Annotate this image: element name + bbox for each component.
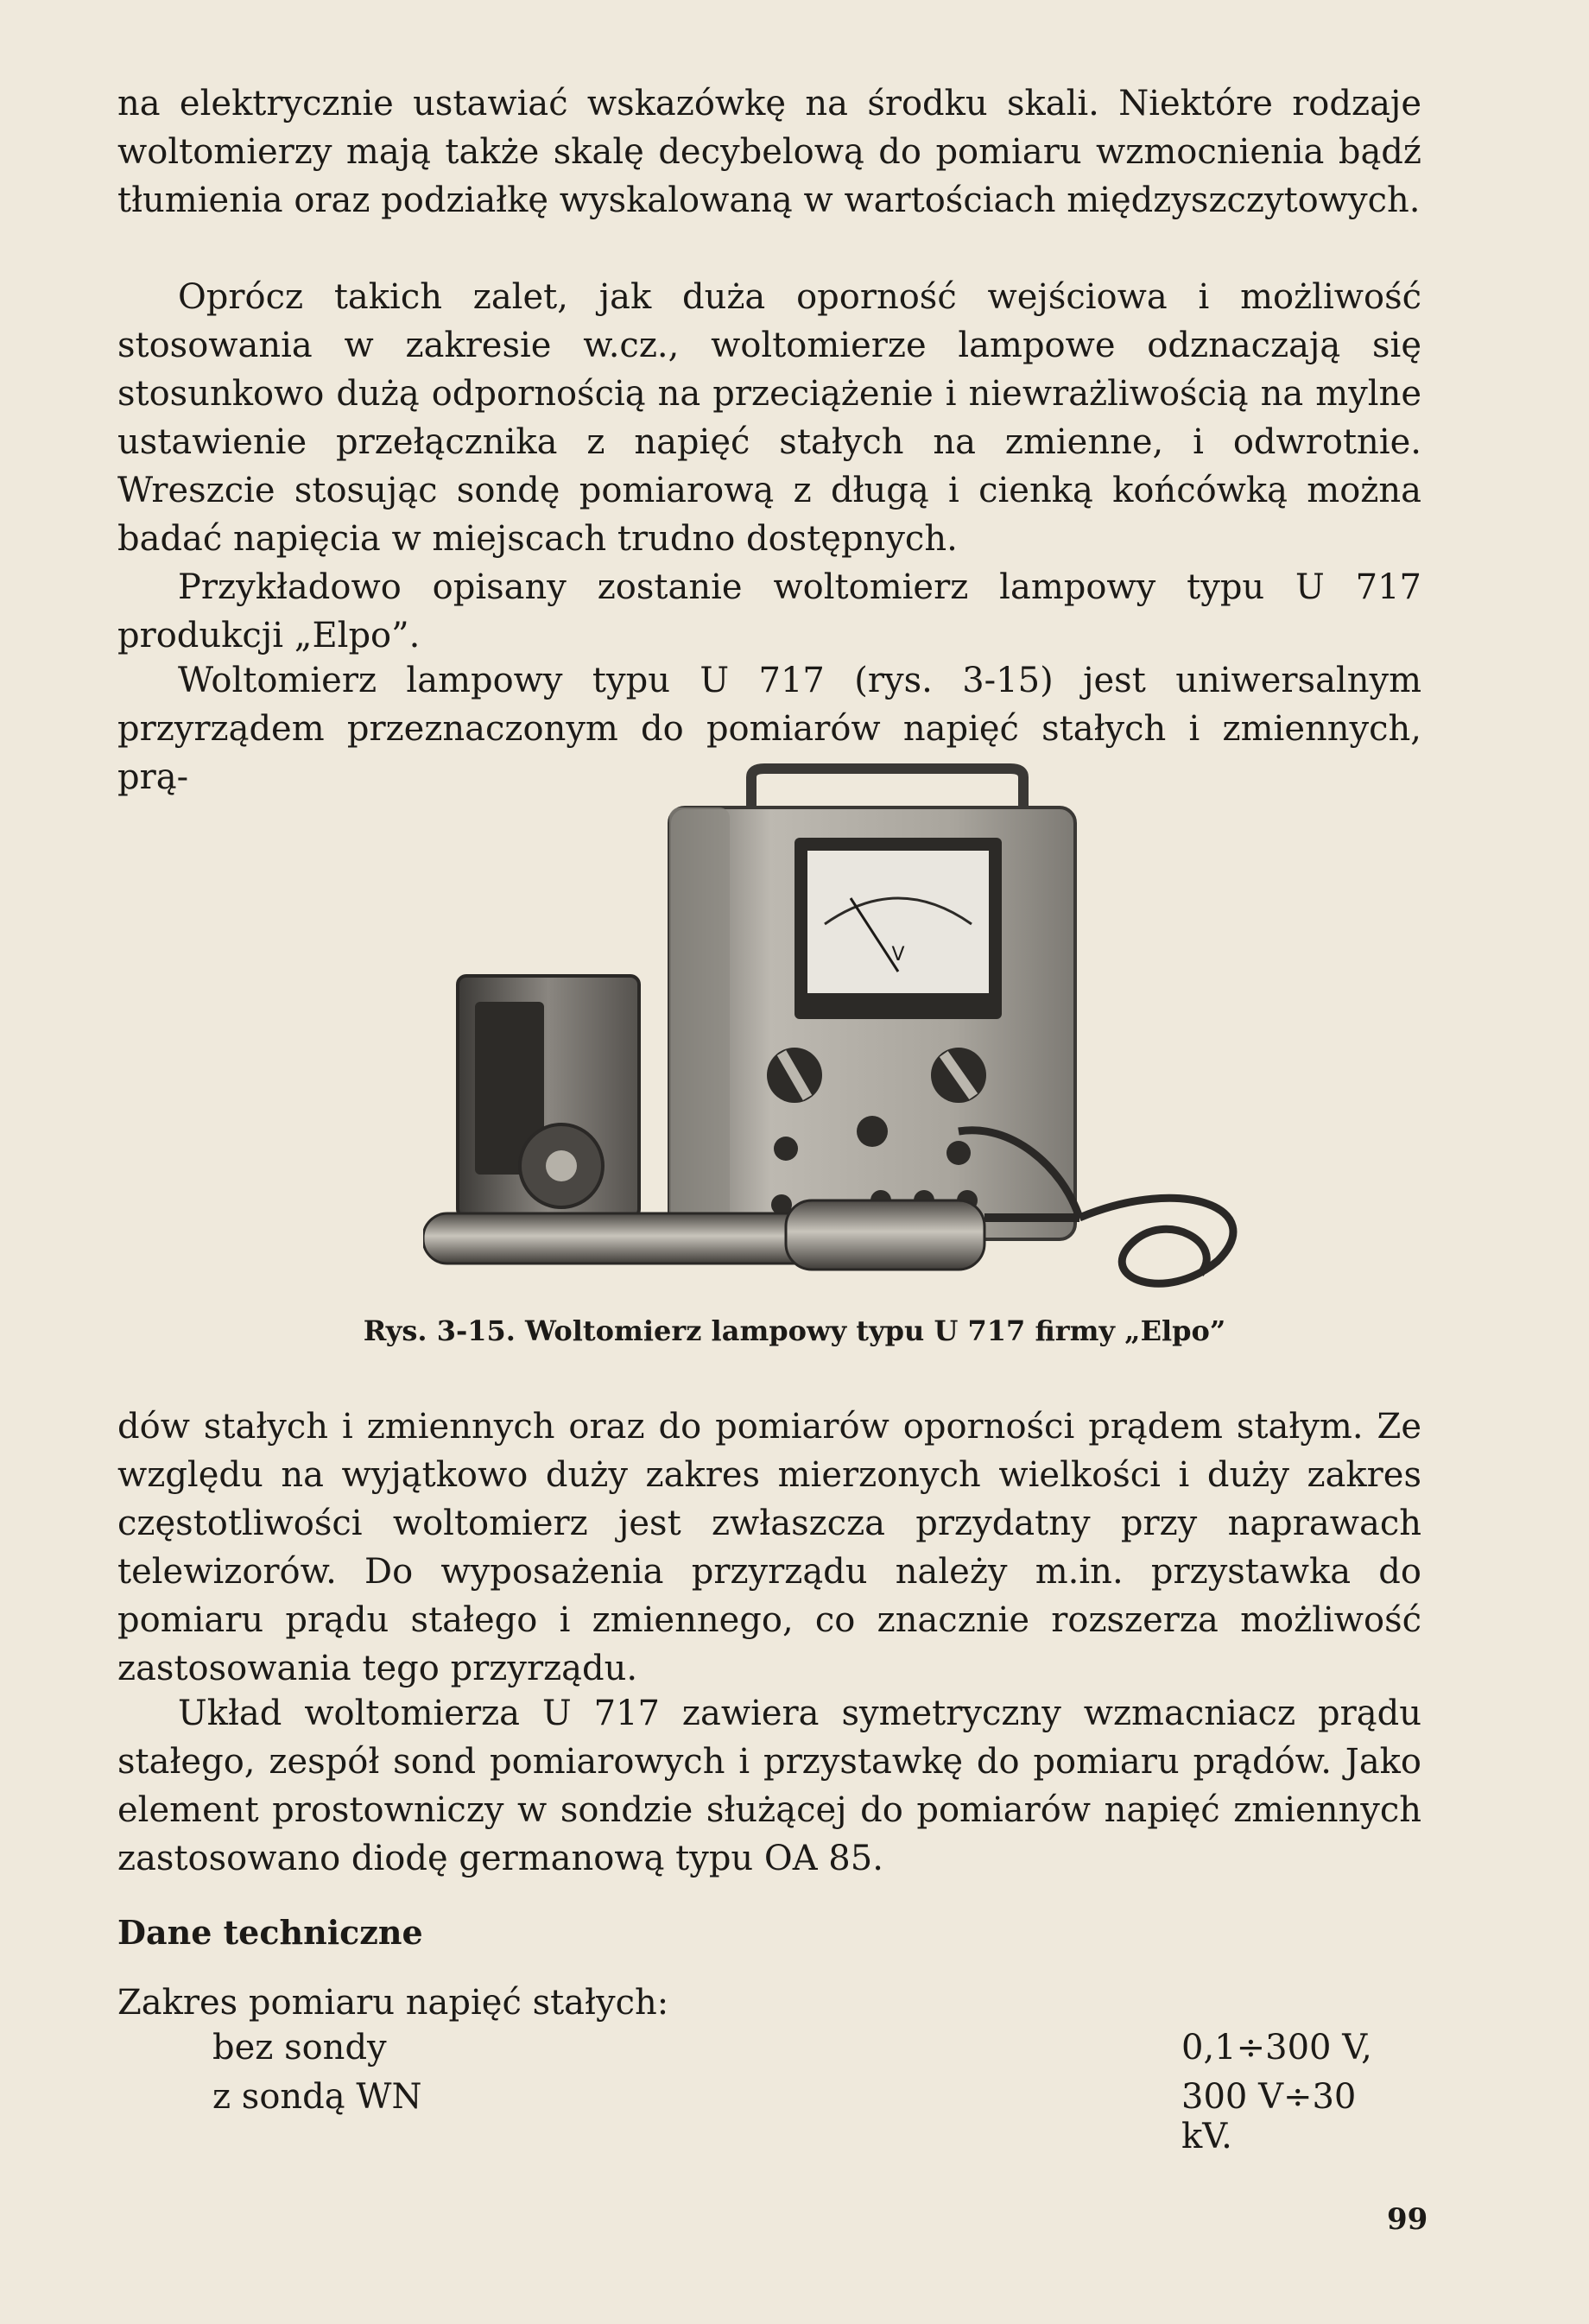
meter-face — [807, 851, 989, 993]
meter-unit-label: V — [891, 944, 905, 966]
figure-caption: Rys. 3-15. Woltomierz lampowy typu U 717 firmy „Elpo” — [363, 1314, 1226, 1347]
hv-probe — [786, 1200, 984, 1270]
socket — [857, 1116, 888, 1147]
spec-row — [117, 2077, 1404, 2156]
voltmeter-illustration — [423, 760, 1269, 1304]
paragraph-5: dów stałych i zmiennych oraz do pomiarów oporności prądem stałym. Ze względu na wyjątkowo duży zakres mierzonych wielkości i duży zakres częstotliwości woltomierz jest zwłaszcza przydatny przy naprawach telewizorów. Do wyposażenia przyrządu należy m.in. przystawka do pomiaru prądu stałego i zmiennego, co znacznie rozszerza możliwość zastosowania tego przyrządu. — [117, 1407, 1421, 1688]
paragraph-6: Układ woltomierza U 717 zawiera symetryczny wzmacniacz prądu stałego, zespół sond pomiarowych i przystawkę do pomiaru prądów. Jako element prostowniczy w sondzie służącej do pomiarów napięć zmiennych zastosowano diodę germanową typu OA 85. — [117, 1694, 1421, 1878]
socket — [946, 1141, 971, 1165]
spec-intro: Zakres pomiaru napięć stałych: — [117, 1983, 669, 2023]
figure-voltmeter-photo — [423, 760, 1269, 1304]
page-number: 99 — [1387, 2202, 1428, 2237]
spec-label: z sondą WN — [212, 2077, 422, 2117]
section-heading: Dane techniczne — [117, 1913, 423, 1952]
spec-value: 300 V÷30 kV. — [1181, 2077, 1357, 2156]
paragraph-2: Oprócz takich zalet, jak duża oporność wejściowa i możliwość stosowania w zakresie w.cz., woltomierze lampowe odznaczają się stosunkowo dużą odpornością na przeciążenie i niewrażliwością na mylne ustawienie przełącznika z napięć stałych na zmienne, i odwrotnie. Wreszcie stosując sondę pomiarową z długą i cienką końcówką można badać napięcia w miejscach trudno dostępnych. — [117, 277, 1421, 559]
paragraph-1: na elektrycznie ustawiać wskazówkę na środku skali. Niektóre rodzaje woltomierzy mają także skalę decybelową do pomiaru wzmocnienia bądź tłumienia oraz podziałkę wyskalowaną w wartościach międzyszczytowych. — [117, 84, 1421, 220]
socket — [774, 1137, 798, 1161]
coiled-cable — [1079, 1198, 1233, 1283]
spec-row — [117, 2028, 1404, 2076]
spec-value: 0,1÷300 V, — [1181, 2028, 1372, 2068]
paragraph-3: Przykładowo opisany zostanie woltomierz lampowy typu U 717 produkcji „Elpo”. — [117, 567, 1421, 655]
spec-label: bez sondy — [212, 2028, 387, 2068]
paragraph-4: Woltomierz lampowy typu U 717 (rys. 3-15) jest uniwersalnym przyrządem przeznaczonym do pomiarów napięć stałych i zmiennych, prą- — [117, 661, 1421, 797]
